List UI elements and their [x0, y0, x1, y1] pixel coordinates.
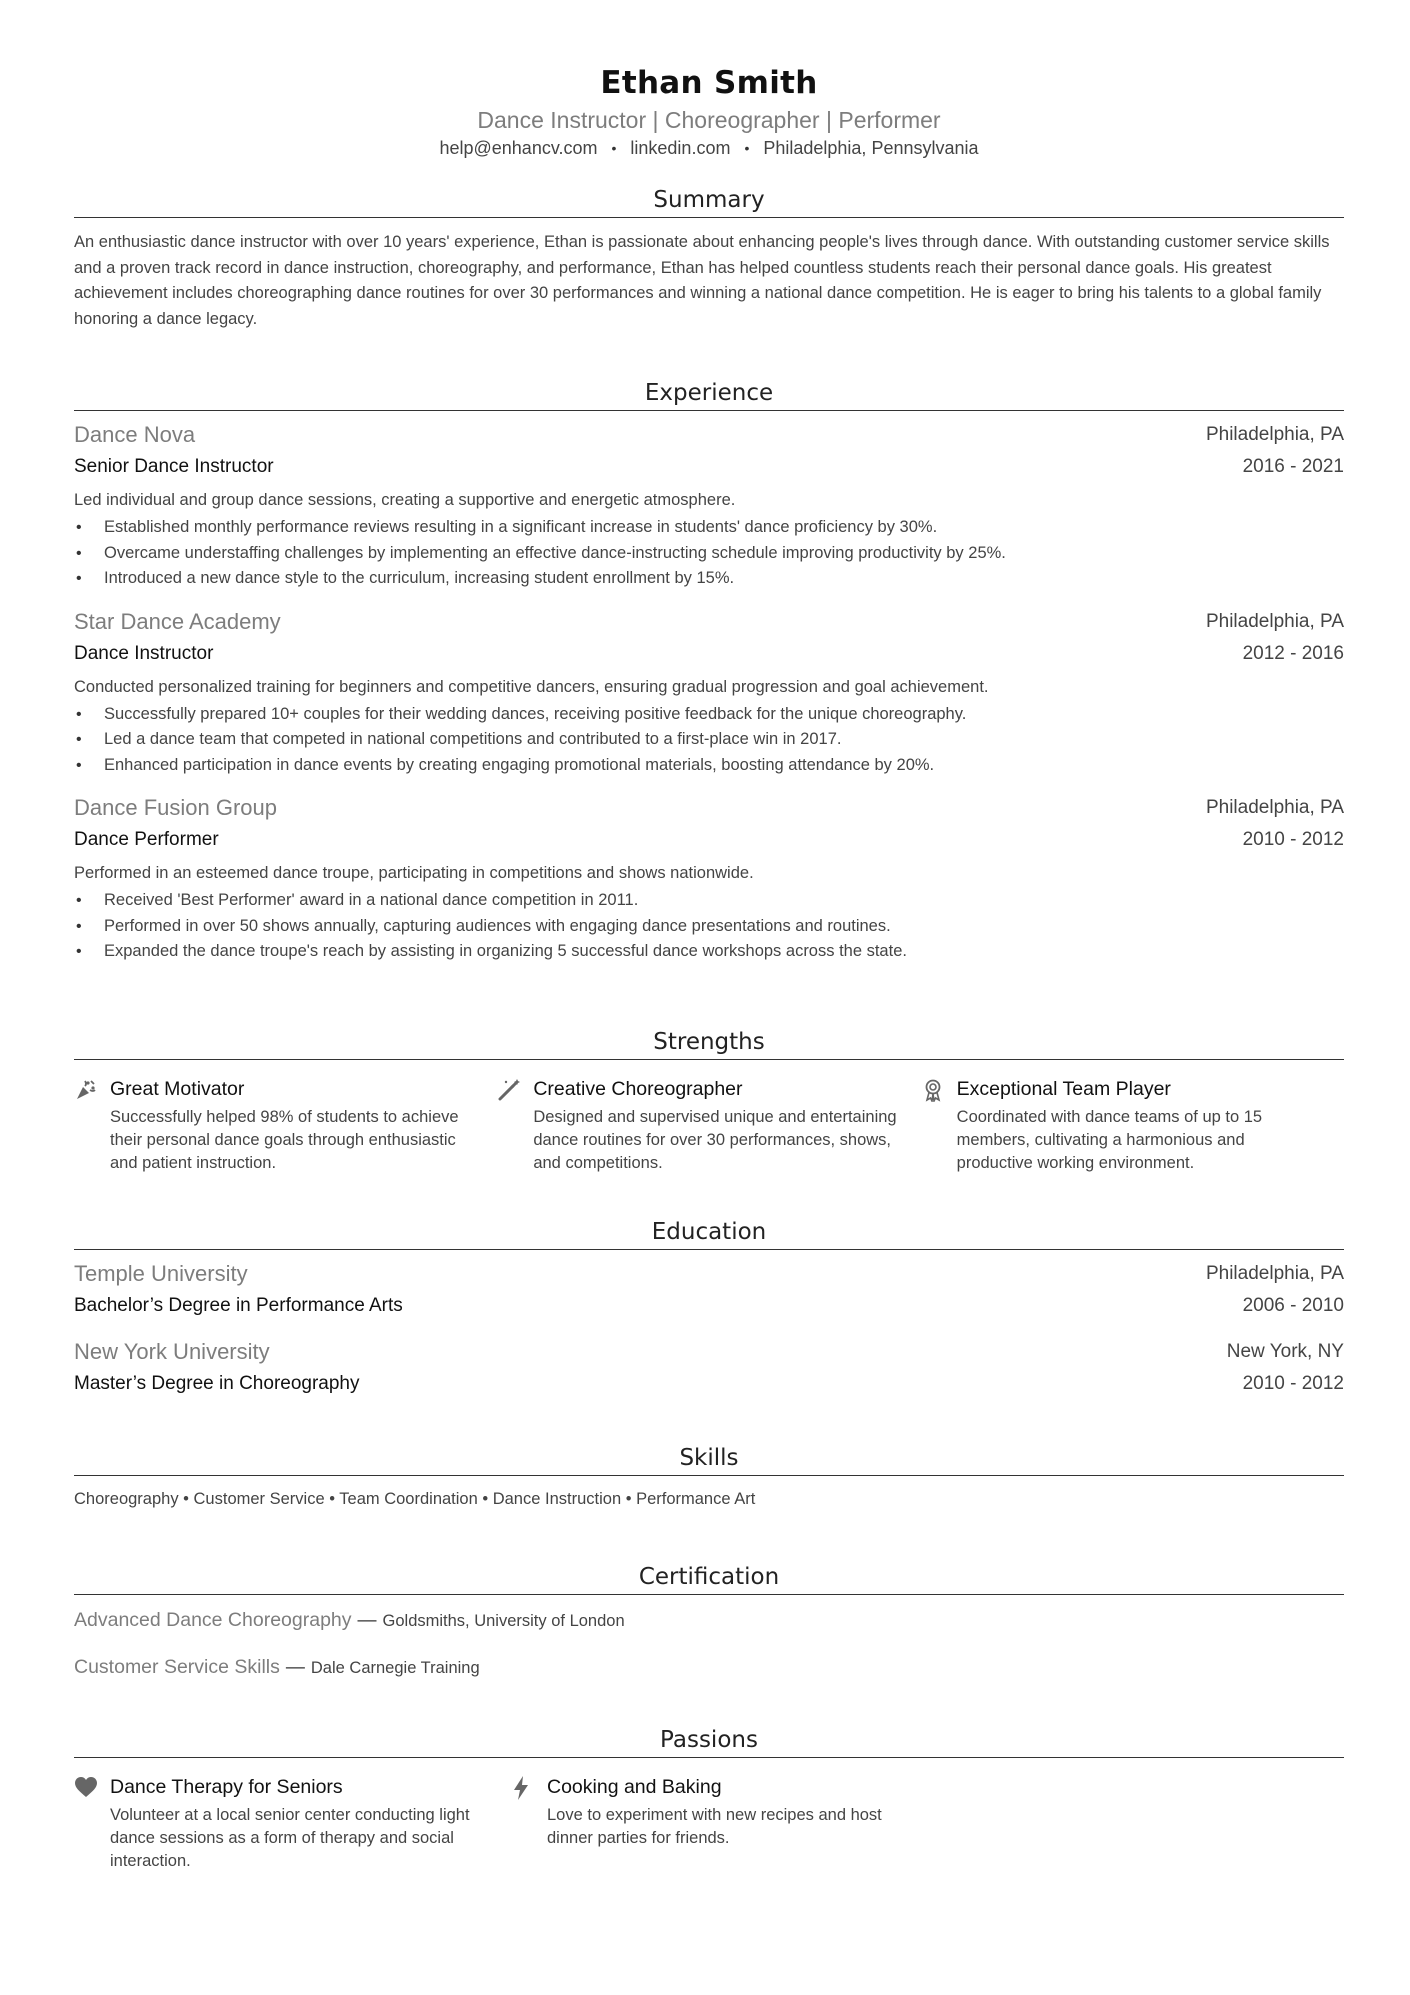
job-location: Philadelphia, PA [1205, 610, 1344, 632]
education-dates: 2010 - 2012 [1242, 1373, 1344, 1394]
bullet-item: • Expanded the dance troupe's reach by assisting in organizing 5 successful dance workshops across the state. [74, 939, 1344, 965]
resume-page [74, 0, 1344, 1870]
education-section [74, 1216, 1344, 1400]
strength-description: Coordinated with dance teams of up to 15 members, cultivating a harmonious and productive working environment. [956, 1108, 1263, 1172]
candidate-name: Ethan Smith [600, 65, 818, 101]
job-bullets [74, 888, 1344, 965]
strength-description: Successfully helped 98% of students to achieve their personal dance goals through enthusiastic and patient instruction. [110, 1108, 459, 1172]
celebration-icon [74, 1074, 110, 1175]
bullet-item: • Established monthly performance reviews resulting in a significant increase in students' dance proficiency by 30%. [74, 515, 1344, 541]
experience-entry [74, 792, 1344, 965]
job-role: Senior Dance Instructor [74, 456, 274, 477]
degree-name: Bachelor’s Degree in Performance Arts [74, 1295, 403, 1316]
contact-separator: • [744, 140, 750, 156]
section-heading: Experience [74, 377, 1344, 411]
strength-item [497, 1074, 920, 1175]
strengths-section [74, 1026, 1344, 1175]
section-heading: Strengths [74, 1026, 1344, 1060]
school-location: Philadelphia, PA [1205, 1263, 1344, 1284]
lightning-icon [511, 1772, 547, 1873]
job-dates: 2016 - 2021 [1242, 456, 1344, 477]
bullet-item: • Received 'Best Performer' award in a national dance competition in 2011. [74, 888, 1344, 914]
resume-header [74, 0, 1344, 161]
experience-entry [74, 419, 1344, 592]
certification-issuer: Goldsmiths, University of London [382, 1612, 625, 1630]
skills-section [74, 1442, 1344, 1512]
job-description: Performed in an esteemed dance troupe, participating in competitions and shows nationwide. [74, 864, 754, 882]
job-location: Philadelphia, PA [1205, 797, 1344, 818]
job-role: Dance Performer [74, 829, 219, 850]
heart-icon [74, 1772, 110, 1873]
education-entry [74, 1336, 1344, 1400]
job-role: Dance Instructor [74, 642, 214, 664]
certification-item [74, 1652, 1344, 1683]
job-dates: 2010 - 2012 [1242, 829, 1344, 850]
job-bullets [74, 515, 1344, 592]
linkedin-link[interactable]: linkedin.com [630, 138, 731, 158]
bullet-item: • Overcame understaffing challenges by implementing an effective dance-instructing schedule improving productivity by 25%. [74, 541, 1344, 567]
degree-name: Master’s Degree in Choreography [74, 1373, 360, 1394]
bullet-item: • Led a dance team that competed in national competitions and contributed to a first-place win in 2017. [74, 727, 1344, 753]
certification-name: Customer Service Skills [74, 1656, 280, 1678]
company-name: Dance Nova [74, 422, 196, 447]
strength-title: Great Motivator [110, 1078, 245, 1100]
bullet-item: • Performed in over 50 shows annually, capturing audiences with engaging dance presentations and routines. [74, 914, 1344, 940]
bullet-item: • Enhanced participation in dance events by creating engaging promotional materials, boosting attendance by 20%. [74, 753, 1344, 779]
section-heading: Certification [74, 1561, 1344, 1595]
passion-title: Dance Therapy for Seniors [110, 1776, 343, 1798]
job-description: Conducted personalized training for beginners and competitive dancers, ensuring gradual progression and goal achievement. [74, 677, 989, 696]
section-heading: Education [74, 1216, 1344, 1250]
certification-dash: — [357, 1610, 377, 1631]
certification-name: Advanced Dance Choreography [74, 1609, 352, 1631]
candidate-title: Dance Instructor | Choreographer | Performer [477, 107, 941, 133]
passion-title: Cooking and Baking [547, 1776, 722, 1798]
location-text: Philadelphia, Pennsylvania [763, 138, 979, 158]
summary-section [74, 184, 1344, 332]
skills-list: Choreography • Customer Service • Team Coordination • Dance Instruction • Performance Art [74, 1490, 756, 1508]
job-bullets [74, 702, 1344, 779]
section-heading: Summary [74, 184, 1344, 218]
passion-item [511, 1772, 948, 1873]
education-entry [74, 1258, 1344, 1322]
school-name: Temple University [74, 1261, 248, 1286]
school-location: New York, NY [1226, 1341, 1344, 1362]
education-dates: 2006 - 2010 [1242, 1295, 1344, 1316]
contact-separator: • [611, 140, 617, 156]
school-name: New York University [74, 1339, 270, 1364]
strength-title: Exceptional Team Player [956, 1078, 1171, 1100]
certification-section [74, 1561, 1344, 1683]
strength-title: Creative Choreographer [533, 1078, 743, 1100]
contact-line [74, 135, 1344, 161]
passion-description: Volunteer at a local senior center conducting light dance sessions as a form of therapy and social interaction. [110, 1806, 470, 1870]
company-name: Star Dance Academy [74, 608, 281, 634]
award-icon [921, 1074, 957, 1175]
summary-text: An enthusiastic dance instructor with over 10 years' experience, Ethan is passionate about enhancing people's lives through dance. With outstanding customer service skills and a proven track record in dance instruction, choreography, and performance, Ethan has helped countless students reach their personal dance goals. His greatest achievement includes choreographing dance routines for over 30 performances and winning a national dance competition. He is eager to bring his talents to a global family honoring a dance legacy. [74, 233, 1330, 328]
section-heading: Skills [74, 1442, 1344, 1476]
bullet-item: • Successfully prepared 10+ couples for their wedding dances, receiving positive feedback for the unique choreography. [74, 702, 1344, 728]
strength-item [74, 1074, 497, 1175]
experience-section [74, 377, 1344, 965]
certification-dash: — [285, 1657, 305, 1678]
experience-entry [74, 606, 1344, 779]
passions-section [74, 1724, 1344, 1873]
certification-issuer: Dale Carnegie Training [310, 1659, 480, 1677]
passion-description: Love to experiment with new recipes and host dinner parties for friends. [547, 1806, 882, 1847]
section-heading: Passions [74, 1724, 1344, 1758]
job-location: Philadelphia, PA [1205, 424, 1344, 445]
strength-description: Designed and supervised unique and entertaining dance routines for over 30 performances, shows, and competitions. [533, 1108, 897, 1172]
email-link[interactable]: help@enhancv.com [439, 138, 598, 158]
job-dates: 2012 - 2016 [1242, 642, 1344, 664]
magic-wand-icon [497, 1074, 533, 1175]
bullet-item: • Introduced a new dance style to the curriculum, increasing student enrollment by 15%. [74, 566, 1344, 592]
passion-item [74, 1772, 511, 1873]
strength-item [921, 1074, 1344, 1175]
certification-item [74, 1605, 1344, 1636]
company-name: Dance Fusion Group [74, 795, 277, 820]
job-description: Led individual and group dance sessions, creating a supportive and energetic atmosphere. [74, 491, 736, 509]
